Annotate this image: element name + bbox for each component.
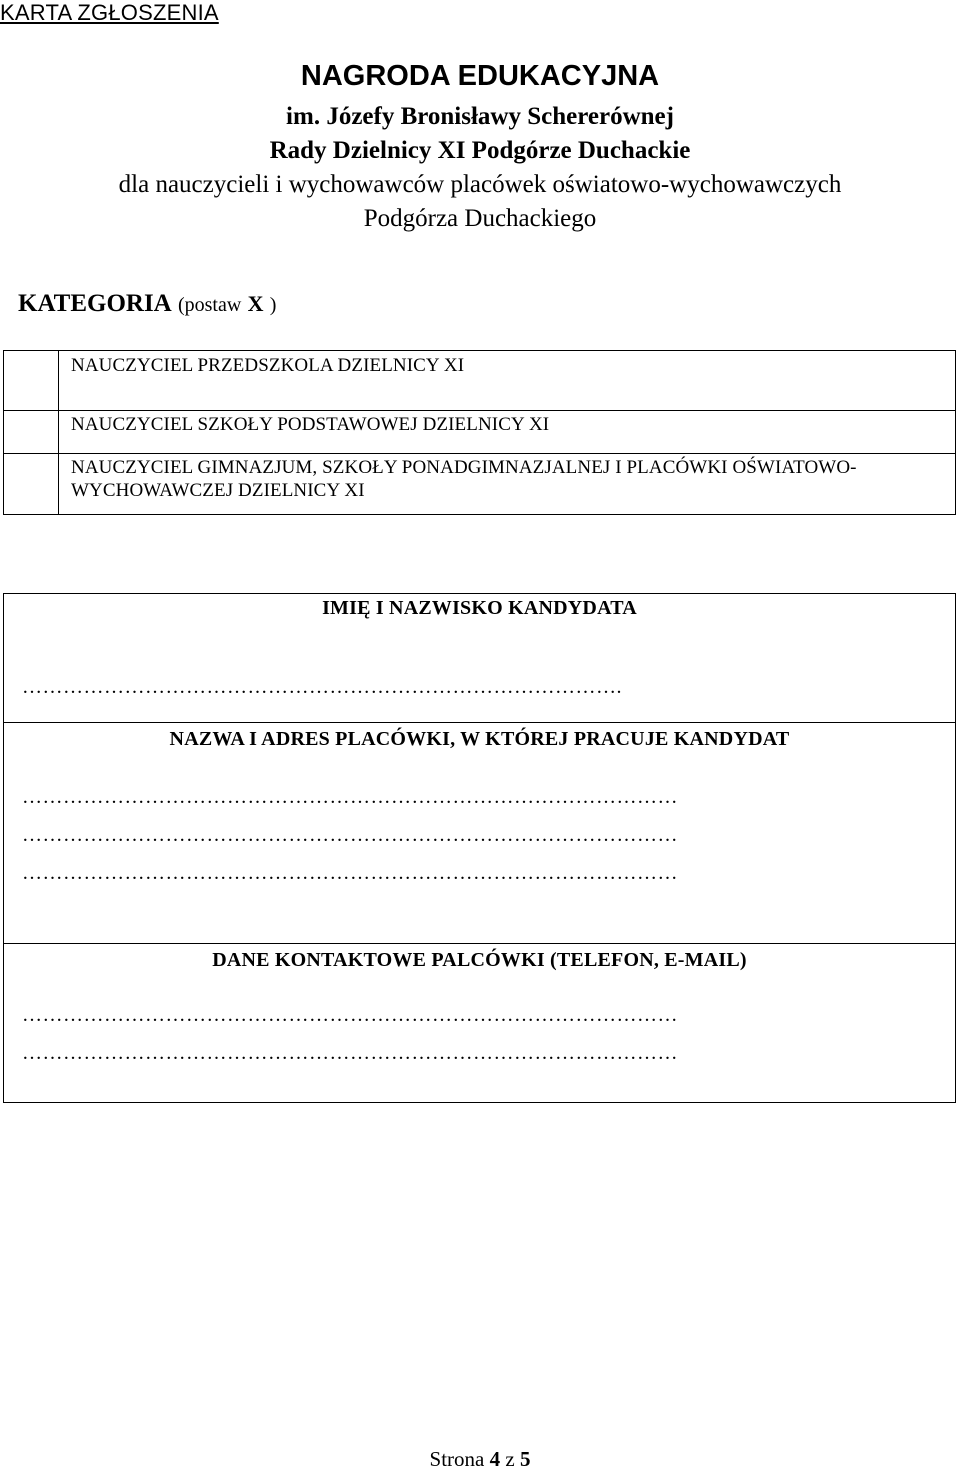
workplace-field-line[interactable]: …………………………………………………………………………………… xyxy=(22,862,678,884)
workplace-field-line[interactable]: …………………………………………………………………………………… xyxy=(22,786,678,808)
page-label: Strona xyxy=(429,1447,485,1471)
contact-field-line[interactable]: …………………………………………………………………………………… xyxy=(22,1004,678,1026)
category-heading xyxy=(18,290,276,318)
workplace-heading: NAZWA I ADRES PLACÓWKI, W KTÓREJ PRACUJE KANDYDAT xyxy=(169,728,790,750)
category-hint-close: ) xyxy=(269,294,277,316)
award-council: Rady Dzielnicy XI Podgórze Duchackie xyxy=(269,137,691,164)
form-title: KARTA ZGŁOSZENIA xyxy=(0,0,219,25)
contact-field-line[interactable]: …………………………………………………………………………………… xyxy=(22,1042,678,1064)
category-option-label: NAUCZYCIEL GIMNAZJUM, SZKOŁY PONADGIMNAZJALNEJ I PLACÓWKI OŚWIATOWO-WYCHOWAWCZEJ DZIELNICY XI xyxy=(59,454,956,515)
page-current: 4 xyxy=(489,1447,501,1471)
workplace-field-line[interactable]: …………………………………………………………………………………… xyxy=(22,824,678,846)
section-divider xyxy=(3,722,956,723)
award-audience: dla nauczycieli i wychowawców placówek oświatowo-wychowawczych xyxy=(118,171,842,198)
award-title-block xyxy=(0,58,960,236)
category-checkbox-secondary[interactable] xyxy=(4,454,59,515)
category-checkbox-preschool[interactable] xyxy=(4,351,59,411)
category-option-label: NAUCZYCIEL PRZEDSZKOLA DZIELNICY XI xyxy=(59,351,956,411)
category-option-label: NAUCZYCIEL SZKOŁY PODSTAWOWEJ DZIELNICY XI xyxy=(59,411,956,454)
page-of: z xyxy=(505,1447,515,1471)
category-row xyxy=(4,454,956,515)
category-table xyxy=(3,350,956,515)
category-label: KATEGORIA xyxy=(18,290,172,317)
category-row xyxy=(4,351,956,411)
page-total: 5 xyxy=(519,1447,531,1471)
contact-heading: DANE KONTAKTOWE PALCÓWKI (TELEFON, E-MAIL) xyxy=(212,949,747,971)
award-patron: im. Józefy Bronisławy Schererównej xyxy=(286,103,674,130)
award-district: Podgórza Duchackiego xyxy=(363,205,597,232)
award-name: NAGRODA EDUKACYJNA xyxy=(300,60,660,92)
category-hint-x: X xyxy=(247,291,264,316)
page-number xyxy=(0,1447,960,1472)
candidate-name-heading: IMIĘ I NAZWISKO KANDYDATA xyxy=(322,597,637,619)
candidate-name-field[interactable]: ……………………………………………………………………………. xyxy=(22,676,622,698)
category-checkbox-primary[interactable] xyxy=(4,411,59,454)
category-row xyxy=(4,411,956,454)
section-divider xyxy=(3,943,956,944)
category-hint-open: (postaw xyxy=(177,294,242,316)
